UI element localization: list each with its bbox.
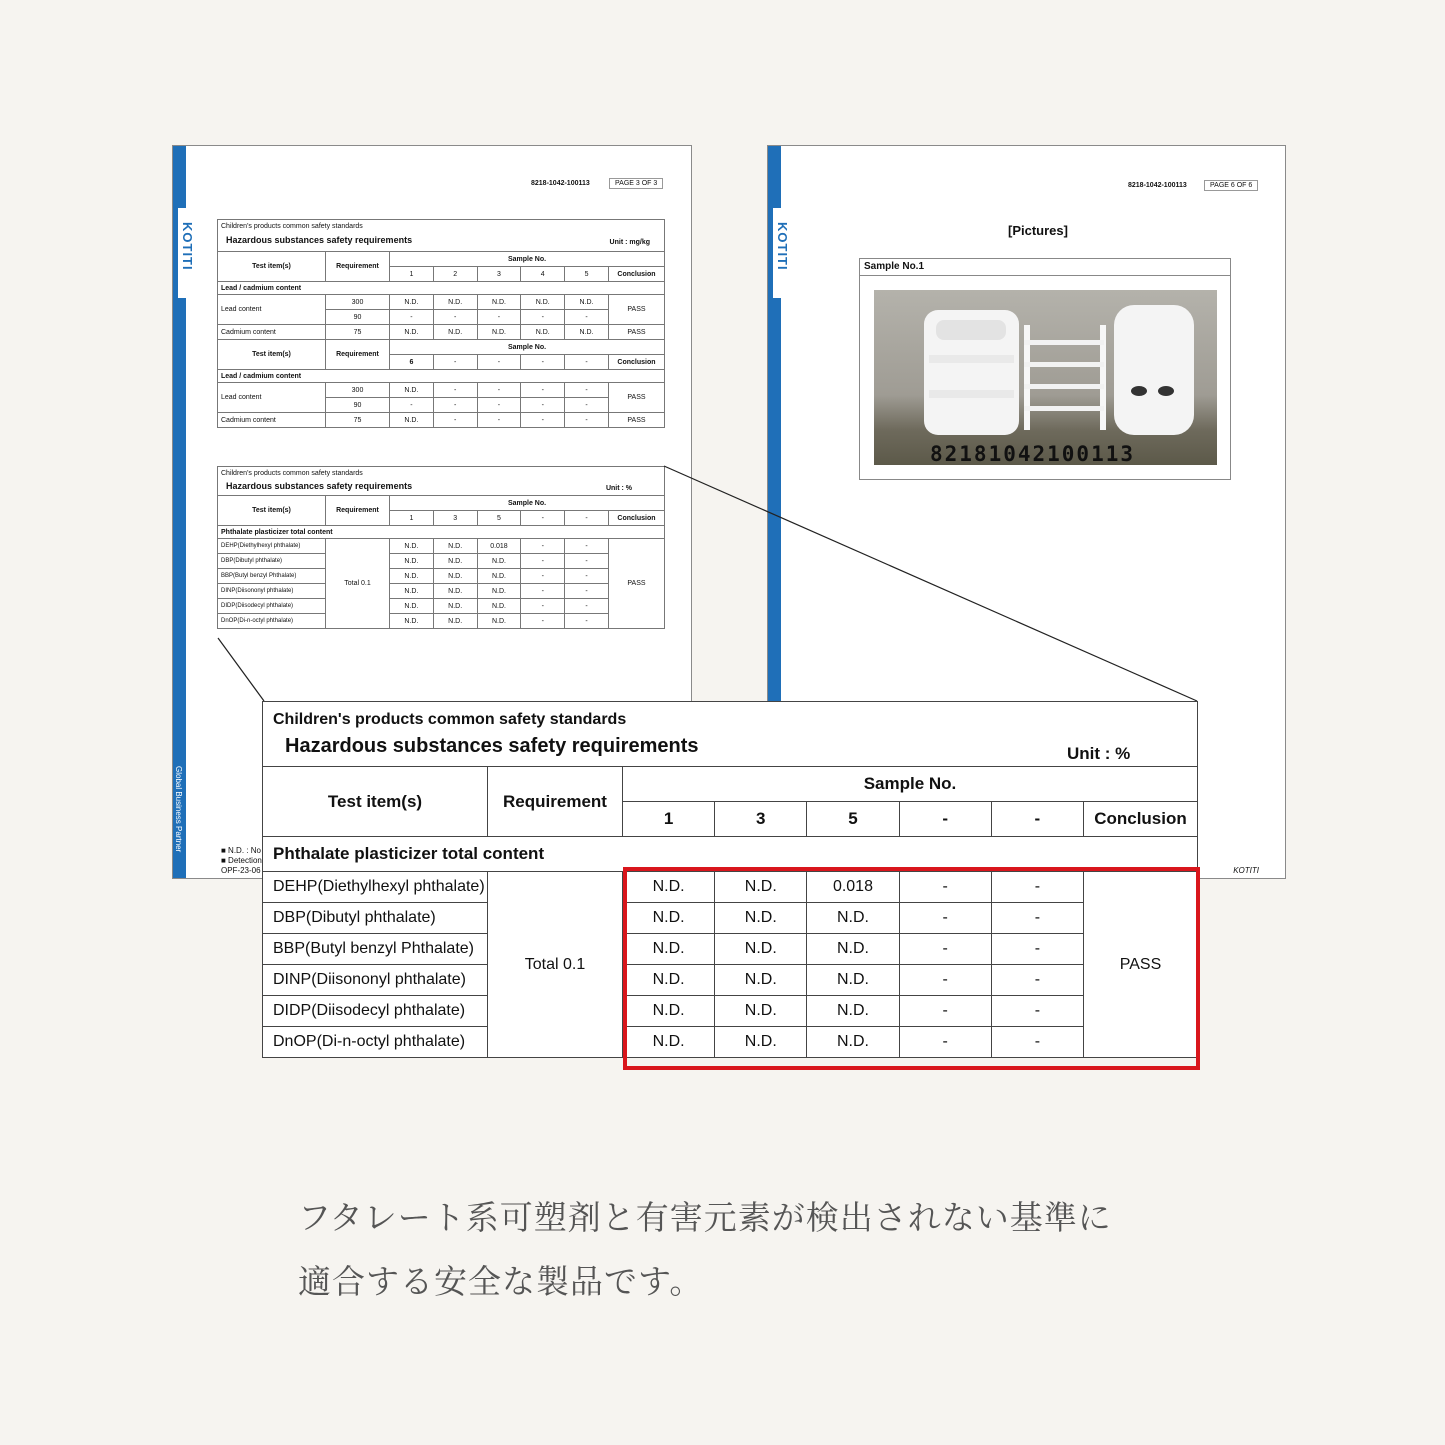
report-number: 8218-1042-100113 (1128, 182, 1187, 189)
table-row: DnOP(Di-n-octyl phthalate) N.D. N.D. N.D. - - (263, 1027, 1198, 1058)
zoomed-phthalate-table: Children's products common safety standards Hazardous substances safety requirements Unit : % Test item(s) Requirement Sample No. 1 3 5 - - Conclusion Phthalate plasticizer total content DEHP(Diethylhexyl phthalate) Total 0.1 N.D. N.D. 0.018 - - PASS DBP(Dibutyl phthalate) N.D. N.D. N.D. - - BBP(Butyl benzyl Phthalate) N.D. N.D. N.D. - - DINP(Diisononyl phthalate) N.D. N.D. N.D. - - DIDP(Diisodecyl phthalate) N.D. N.D. N.D. - - DnOP(Di-n-octyl phthalate) N.D. N.D. N.D. - - (262, 701, 1198, 1058)
footer-brand: KOTITI (1233, 866, 1259, 875)
section-phthalate: Phthalate plasticizer total content (263, 837, 1198, 872)
zoom-caption (262, 701, 1198, 766)
kotiti-logo: KOTITI (775, 222, 790, 271)
page-label: PAGE 6 OF 6 (1204, 180, 1258, 191)
table-row: DBP(Dibutyl phthalate) N.D. N.D. N.D. - - (263, 903, 1198, 934)
table-standard: Children's products common safety standards (221, 223, 363, 230)
pictures-title: [Pictures] (1008, 223, 1068, 238)
zoom-standard: Children's products common safety standards (273, 711, 627, 728)
table-row: DIDP(Diisodecyl phthalate) N.D. N.D. N.D. - - (263, 996, 1198, 1027)
requirement-total: Total 0.1 (488, 872, 623, 1058)
zoom-line-right (664, 466, 1197, 701)
report-number: 8218-1042-100113 (531, 180, 590, 187)
header-requirement: Requirement (488, 767, 623, 837)
table-unit: Unit : mg/kg (609, 239, 650, 246)
footer-notes: ■ N.D. : No ■ Detection OPF-23-06 (221, 846, 262, 875)
table-row: BBP(Butyl benzyl Phthalate) N.D. N.D. N.D. - - (263, 934, 1198, 965)
table-title: Hazardous substances safety requirements (226, 235, 413, 245)
zoom-line-left (218, 638, 264, 701)
side-text: Global Business Partner (174, 766, 183, 853)
phthalate-table-small: Children's products common safety standards Hazardous substances safety requirements Unit : % Test item(s) Requirement Sample No. 1 3 5 - - Conclusion Phthalate plasticizer total content DEHP(Diethylhexyl phthalate) Total 0.1 N.D. N.D. 0.018 - - PASS DBP(Dibutyl phthalate) N.D. N.D. N.D. - - BBP(Butyl benzyl Phthalate) N.D. N.D. N.D. - - DINP(Diisononyl phthalate) N.D. N.D. N.D. - - DIDP(Diisodecyl phthalate) N.D. N.D. N.D. - - DnOP(Di-n-octyl phthalate) N.D. N.D. N.D. - - (217, 466, 665, 629)
highlight-box (623, 867, 1200, 1070)
zoom-unit: Unit : % (1067, 744, 1131, 763)
zoom-title: Hazardous substances safety requirements (285, 735, 699, 757)
caption-line-2: 適合する安全な製品です。 (298, 1262, 704, 1301)
kotiti-logo: KOTITI (180, 222, 195, 271)
page-label: PAGE 3 OF 3 (609, 178, 663, 189)
header-sample-no: Sample No. (623, 767, 1198, 802)
lead-cadmium-table: Children's products common safety standards Hazardous substances safety requirements Unit : mg/kg Test item(s) Requirement Sample No. 1 2 3 4 5 Conclusion Lead / cadmium content Lead content 300 N.D. N.D. N.D. N.D. N.D. PASS 90 - - - - - Cadmium content 75 N.D. N.D. N.D. N.D. N.D. PASS Test item(s) Requirement Sample No. 6 - - - - Conclusion Lead / cadmium content Lead content 300 N.D. - - - - PASS 90 - - - - - Cadmium content 75 N.D. - - - - PASS (217, 219, 665, 428)
header-test-items: Test item(s) (263, 767, 488, 837)
header-conclusion: Conclusion (1083, 802, 1197, 837)
result-pass: PASS (1083, 872, 1197, 1058)
table-row: DEHP(Diethylhexyl phthalate) Total 0.1 N.D. N.D. 0.018 - - PASS (263, 872, 1198, 903)
caption-line-1: フタレート系可塑剤と有害元素が検出されない基準に (298, 1198, 1112, 1237)
table-row: DINP(Diisononyl phthalate) N.D. N.D. N.D. - - (263, 965, 1198, 996)
sample-label: Sample No.1 (860, 259, 1230, 276)
photo-code: 82181042100113 (930, 442, 1136, 465)
